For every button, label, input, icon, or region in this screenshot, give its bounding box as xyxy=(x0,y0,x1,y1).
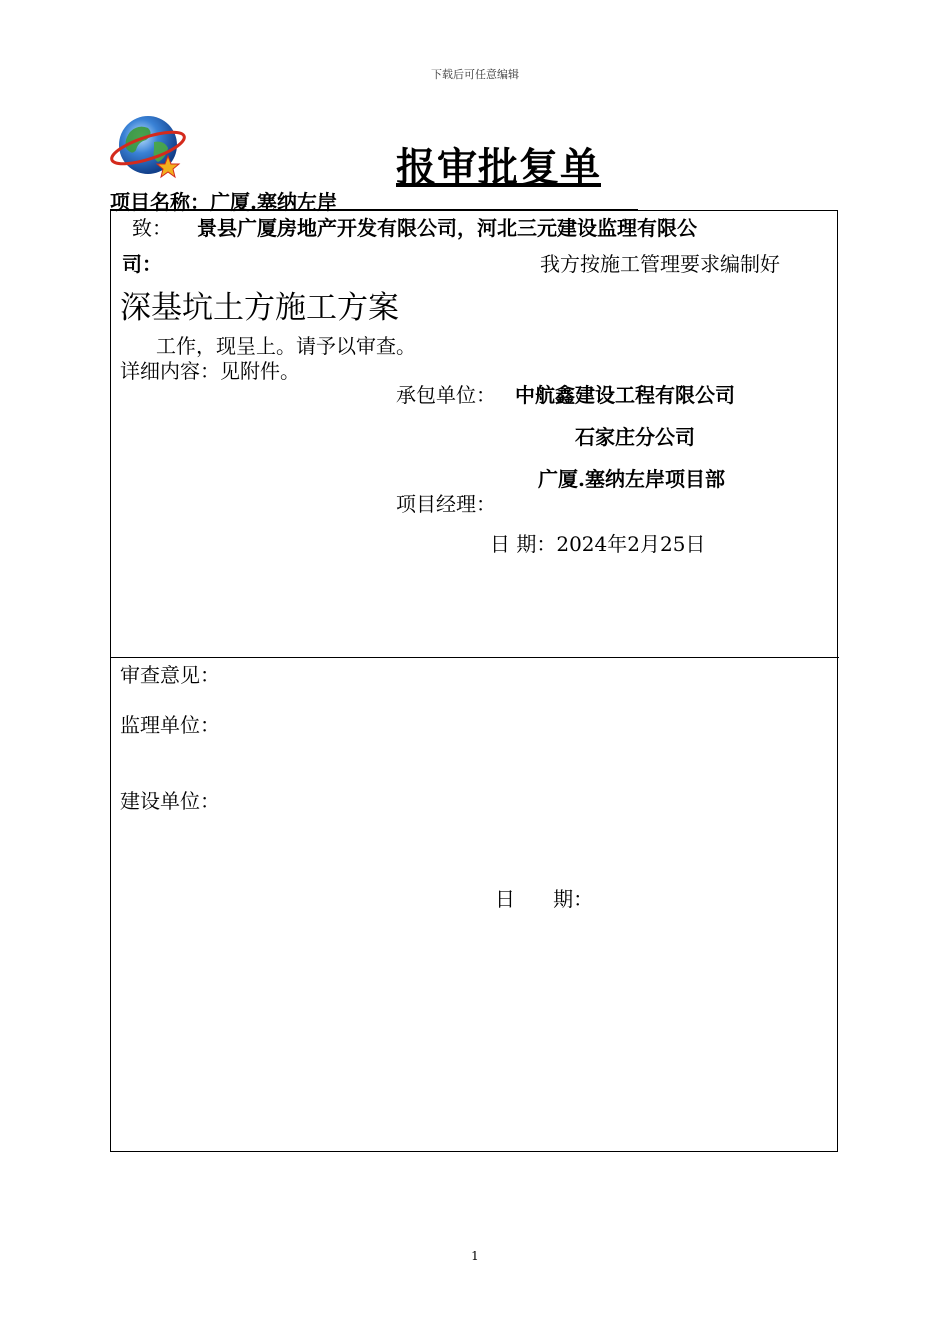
recipients-line2: 司： xyxy=(122,252,162,276)
document-name: 深基坑土方施工方案 xyxy=(120,290,399,326)
details-text: 详细内容：见附件。 xyxy=(120,359,300,383)
date-label: 日 期： xyxy=(490,532,557,556)
owner-label: 建设单位： xyxy=(120,789,220,813)
intro-text: 我方按施工管理要求编制好 xyxy=(540,252,780,276)
opinion-label: 审查意见： xyxy=(120,663,220,687)
supervisor-label: 监理单位： xyxy=(120,713,220,737)
body-text: 工作，现呈上。请予以审查。 xyxy=(156,334,416,358)
recipients-line1: 景县广厦房地产开发有限公司，河北三元建设监理有限公 xyxy=(197,216,697,240)
header-note: 下载后可任意编辑 xyxy=(431,68,519,81)
page-number: 1 xyxy=(471,1249,479,1263)
form-divider xyxy=(110,657,839,658)
contractor-line2: 石家庄分公司 xyxy=(575,425,695,449)
project-name: 广厦.塞纳左岸 xyxy=(210,190,337,214)
manager-label: 项目经理： xyxy=(396,492,496,516)
contractor-label: 承包单位： xyxy=(396,383,496,407)
date-value: 2024年2月25日 xyxy=(556,532,706,556)
page-title: 报审批复单 xyxy=(396,144,601,191)
project-label: 项目名称： xyxy=(110,190,210,214)
globe-logo-icon xyxy=(108,112,188,180)
submission-date xyxy=(490,528,705,557)
contractor-line3: 广厦.塞纳左岸项目部 xyxy=(538,467,725,491)
contractor-line1: 中航鑫建设工程有限公司 xyxy=(515,383,735,407)
to-label: 致： xyxy=(132,216,172,240)
review-date-label: 日 期： xyxy=(495,887,594,911)
